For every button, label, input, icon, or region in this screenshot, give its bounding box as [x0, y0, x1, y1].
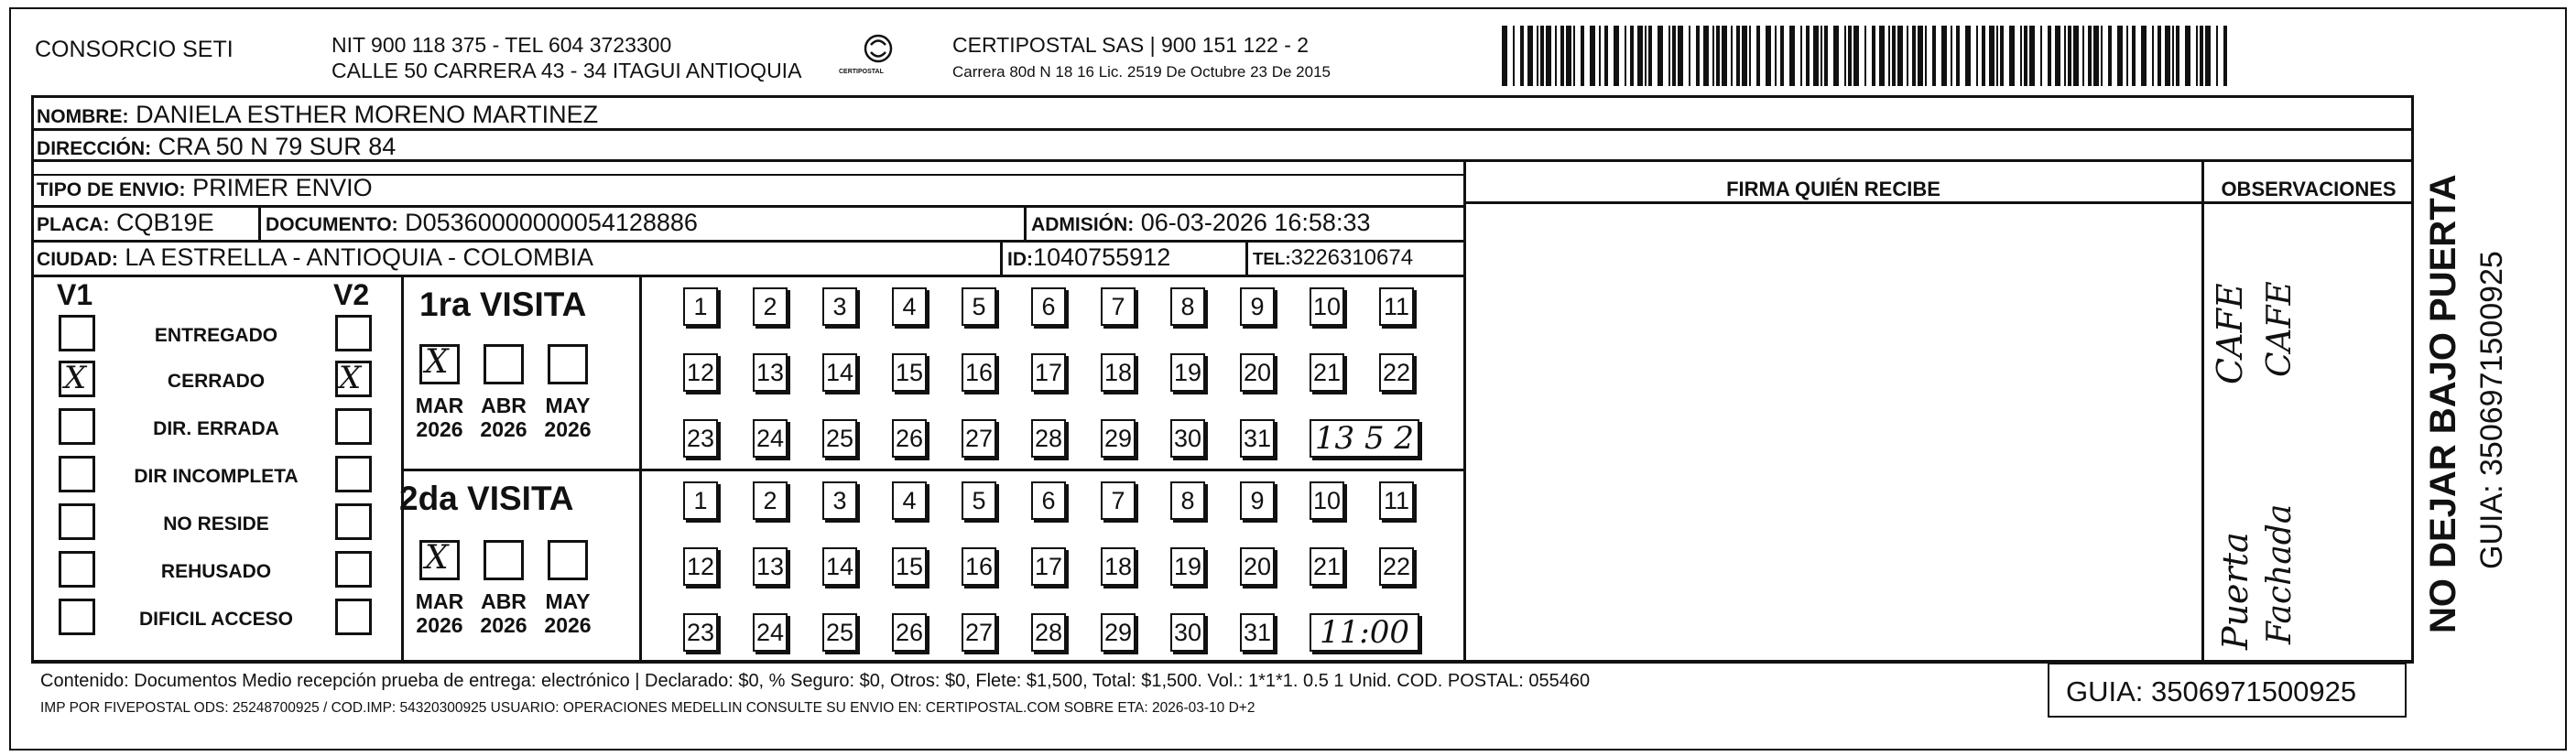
barcode-bar — [1956, 26, 1960, 86]
day-box[interactable]: 13 — [753, 547, 788, 586]
barcode-bar — [2223, 26, 2227, 86]
barcode-bar — [1581, 26, 1584, 86]
barcode-bar — [1813, 26, 1819, 86]
status-label: REHUSADO — [160, 561, 272, 582]
barcode-bar — [1648, 26, 1652, 86]
row-line — [31, 240, 1464, 243]
day-box[interactable]: 3 — [822, 481, 857, 520]
barcode-bar — [2172, 26, 2174, 86]
barcode-bar — [2108, 26, 2112, 86]
day-box[interactable]: 12 — [683, 547, 718, 586]
day-box[interactable]: 8 — [1170, 481, 1205, 520]
shipment-type: PRIMER ENVIO — [192, 174, 373, 201]
day-box[interactable]: 9 — [1240, 287, 1275, 326]
barcode-bar — [2117, 26, 2123, 86]
barcode-bar — [1821, 26, 1822, 86]
signature-header: FIRMA QUIÉN RECIBE — [1726, 178, 1940, 200]
barcode-bar — [1907, 26, 1908, 86]
barcode-bar — [1864, 26, 1866, 86]
day-box[interactable]: 14 — [822, 547, 857, 586]
obs-handwriting-4: Fachada — [2261, 503, 2299, 644]
barcode-bar — [1951, 26, 1952, 86]
no-dejar-bajo-puerta: NO DEJAR BAJO PUERTA — [2423, 174, 2463, 633]
barcode-bar — [1800, 26, 1802, 86]
barcode-bar — [1824, 26, 1828, 86]
recipient-address: CRA 50 N 79 SUR 84 — [158, 133, 397, 160]
row-line — [1465, 201, 2414, 204]
status-label: DIFICIL ACCESO — [138, 609, 293, 630]
status-label: DIR. ERRADA — [153, 418, 279, 439]
v2-check-mark: X — [339, 360, 362, 396]
barcode-bar — [1637, 26, 1643, 86]
type-row: TIPO DE ENVIO: PRIMER ENVIO — [37, 174, 373, 201]
barcode-bar — [1668, 26, 1670, 86]
barcode-bar — [2082, 26, 2084, 86]
day-box[interactable]: 28 — [1031, 419, 1066, 458]
obs-handwriting-1: CAFE — [2210, 283, 2250, 384]
day-box[interactable]: 31 — [1240, 419, 1275, 458]
company-name: CONSORCIO SETI — [35, 37, 234, 62]
barcode-bar — [1888, 26, 1890, 86]
day-box[interactable]: 30 — [1170, 419, 1205, 458]
first-visit-title: 1ra VISITA — [419, 286, 587, 323]
day-box[interactable]: 17 — [1031, 353, 1066, 392]
barcode-bar — [2064, 26, 2066, 86]
v1-checkbox[interactable] — [59, 456, 95, 492]
barcode-bar — [1775, 26, 1777, 86]
day-box[interactable]: 4 — [892, 287, 927, 326]
day-box[interactable]: 16 — [962, 547, 996, 586]
month-year: 2026 — [480, 613, 527, 637]
month-check-mark: X — [425, 343, 449, 381]
v2-checkbox[interactable] — [335, 551, 372, 588]
certipostal-info: CERTIPOSTAL SAS | 900 151 122 - 2 — [952, 33, 1310, 57]
v1-checkbox[interactable] — [59, 551, 95, 588]
barcode-bar — [1965, 26, 1971, 86]
v2-checkbox[interactable] — [335, 315, 372, 351]
barcode-bar — [1625, 26, 1626, 86]
obs-handwriting-2: CAFE — [2261, 281, 2299, 377]
footer-print-line: IMP POR FIVEPOSTAL ODS: 25248700925 / COD.IMP: 54320300925 USUARIO: OPERACIONES MEDELLIN CONSULTE SU ENVIO EN: CERTIPOSTAL.COM SOBRE ETA: 2026-03-10 D+2 — [40, 700, 1255, 716]
barcode-bar — [1749, 26, 1751, 86]
v1-checkbox[interactable] — [59, 315, 95, 351]
barcode-bar — [1989, 26, 1994, 86]
signature-divider — [1463, 159, 1466, 663]
day-box[interactable]: 31 — [1240, 613, 1275, 652]
barcode-bar — [1689, 26, 1690, 86]
barcode-bar — [2029, 26, 2035, 86]
day-box[interactable]: 18 — [1101, 353, 1136, 392]
barcode-bar — [1599, 26, 1601, 86]
barcode-bar — [2020, 26, 2022, 86]
day-box[interactable]: 26 — [892, 613, 927, 652]
document-row: DOCUMENTO: D05360000000054128886 — [266, 209, 698, 236]
recipient-name: DANIELA ESTHER MORENO MARTINEZ — [136, 101, 599, 128]
day-box[interactable]: 21 — [1310, 547, 1344, 586]
month-year: 2026 — [416, 417, 463, 441]
barcode-bar — [1756, 26, 1760, 86]
second-visit-title: 2da VISITA — [399, 480, 574, 517]
month-checkbox[interactable] — [548, 344, 588, 384]
barcode-bar — [2009, 26, 2015, 86]
status-label: DIR INCOMPLETA — [134, 466, 299, 487]
row-line — [403, 469, 1465, 471]
day-box[interactable]: 15 — [892, 547, 927, 586]
barcode-bar — [1696, 26, 1700, 86]
day-box[interactable]: 24 — [753, 613, 788, 652]
plate-row: PLACA: CQB19E — [37, 209, 214, 236]
barcode-bar — [2055, 26, 2060, 86]
v1-checkbox[interactable] — [59, 503, 95, 540]
month-checkbox[interactable] — [548, 540, 588, 580]
month-label: MAY — [545, 394, 591, 417]
barcode-bar — [2132, 26, 2136, 86]
v2-label: V2 — [333, 278, 370, 311]
day-box[interactable]: 13 — [753, 353, 788, 392]
second-visit-time[interactable]: 11:00 — [1310, 613, 1419, 652]
day-box[interactable]: 27 — [962, 613, 996, 652]
v2-checkbox[interactable] — [335, 503, 372, 540]
admission-row: ADMISIÓN: 06-03-2026 16:58:33 — [1031, 209, 1371, 236]
side-guia: GUIA: 3506971500925 — [2474, 251, 2509, 569]
admission-value: 06-03-2026 16:58:33 — [1140, 209, 1371, 236]
barcode-bar — [1678, 26, 1683, 86]
row-line — [31, 275, 1464, 277]
status-label: ENTREGADO — [154, 325, 278, 346]
barcode-bar — [1853, 26, 1859, 86]
barcode-bar — [2101, 26, 2103, 86]
barcode-bar — [1502, 26, 1507, 86]
barcode-bar — [1520, 26, 1524, 86]
barcode-bar — [1976, 26, 1978, 86]
id-row: ID:1040755912 — [1007, 243, 1171, 271]
barcode-bar — [1892, 26, 1896, 86]
barcode-bar — [2141, 26, 2147, 86]
day-box[interactable]: 9 — [1240, 481, 1275, 520]
barcode-bar — [1630, 26, 1634, 86]
barcode-bar — [1918, 26, 1923, 86]
barcode-bar — [2185, 26, 2190, 86]
col-line — [258, 205, 261, 240]
barcode-bar — [1912, 26, 1916, 86]
day-box[interactable]: 23 — [683, 419, 718, 458]
day-box[interactable]: 30 — [1170, 613, 1205, 652]
barcode-bar — [1736, 26, 1740, 86]
month-year: 2026 — [416, 613, 463, 637]
day-box[interactable]: 27 — [962, 419, 996, 458]
day-box[interactable]: 29 — [1101, 419, 1136, 458]
day-box[interactable]: 19 — [1170, 547, 1205, 586]
month-check-mark: X — [425, 539, 449, 577]
row-line — [31, 205, 1464, 208]
month-label: ABR — [481, 589, 527, 613]
row-line — [31, 128, 2414, 131]
city-value: LA ESTRELLA - ANTIOQUIA - COLOMBIA — [125, 243, 594, 271]
barcode-bar — [1731, 26, 1733, 86]
day-box[interactable]: 18 — [1101, 547, 1136, 586]
day-box[interactable]: 8 — [1170, 287, 1205, 326]
day-box[interactable]: 19 — [1170, 353, 1205, 392]
barcode-bar — [2000, 26, 2004, 86]
day-box[interactable]: 11 — [1379, 481, 1414, 520]
barcode-bar — [2088, 26, 2092, 86]
day-box[interactable]: 4 — [892, 481, 927, 520]
barcode-bar — [2126, 26, 2128, 86]
barcode-bar — [1897, 26, 1903, 86]
day-box[interactable]: 11 — [1379, 287, 1414, 326]
barcode-bar — [2158, 26, 2161, 86]
v1-checkbox[interactable] — [59, 408, 95, 445]
day-box[interactable]: 15 — [892, 353, 927, 392]
barcode-bar — [1527, 26, 1533, 86]
col-line — [401, 275, 404, 661]
barcode-bar — [1546, 26, 1551, 86]
v1-checkbox[interactable] — [59, 599, 95, 635]
day-box[interactable]: 25 — [822, 613, 857, 652]
barcode-bar — [2200, 26, 2203, 86]
barcode-bar — [1879, 26, 1885, 86]
barcode-bar — [1658, 26, 1663, 86]
day-box[interactable]: 6 — [1031, 287, 1066, 326]
barcode-bar — [1712, 26, 1714, 86]
day-box[interactable]: 25 — [822, 419, 857, 458]
day-box[interactable]: 5 — [962, 287, 996, 326]
barcode-bar — [1844, 26, 1846, 86]
barcode-bar — [1645, 26, 1647, 86]
footer-guia: GUIA: 3506971500925 — [2066, 675, 2357, 707]
day-box[interactable]: 20 — [1240, 353, 1275, 392]
day-box[interactable]: 23 — [683, 613, 718, 652]
barcode-bar — [1573, 26, 1575, 86]
barcode-bar — [1703, 26, 1709, 86]
barcode — [1502, 26, 2234, 90]
barcode-bar — [1555, 26, 1557, 86]
obs-handwriting-3: Puerta — [2215, 532, 2255, 650]
day-box[interactable]: 1 — [683, 481, 718, 520]
barcode-bar — [2048, 26, 2051, 86]
barcode-bar — [1513, 26, 1515, 86]
day-box[interactable]: 21 — [1310, 353, 1344, 392]
day-box[interactable]: 16 — [962, 353, 996, 392]
barcode-bar — [1604, 26, 1608, 86]
barcode-bar — [1848, 26, 1852, 86]
day-box[interactable]: 17 — [1031, 547, 1066, 586]
day-box[interactable]: 24 — [753, 419, 788, 458]
day-box[interactable]: 1 — [683, 287, 718, 326]
day-box[interactable]: 10 — [1310, 287, 1344, 326]
col-line — [1024, 205, 1027, 240]
day-box[interactable]: 28 — [1031, 613, 1066, 652]
status-label: NO RESIDE — [163, 513, 269, 535]
day-box[interactable]: 26 — [892, 419, 927, 458]
day-box[interactable]: 7 — [1101, 481, 1136, 520]
barcode-bar — [2068, 26, 2071, 86]
day-box[interactable]: 22 — [1379, 353, 1414, 392]
day-box[interactable]: 5 — [962, 481, 996, 520]
barcode-bar — [1672, 26, 1676, 86]
id-value: 1040755912 — [1033, 243, 1171, 271]
observations-header: OBSERVACIONES — [2221, 178, 2397, 200]
month-label: MAR — [415, 394, 464, 417]
barcode-bar — [2216, 26, 2218, 86]
tel-value: 3226310674 — [1290, 245, 1414, 270]
status-label: CERRADO — [167, 371, 266, 392]
col-line — [1245, 240, 1248, 275]
month-checkbox[interactable] — [484, 540, 524, 580]
day-box[interactable]: 2 — [753, 287, 788, 326]
v1-check-mark: X — [64, 360, 87, 396]
company-nit: NIT 900 118 375 - TEL 604 3723300 — [332, 33, 672, 57]
barcode-bar — [1722, 26, 1727, 86]
barcode-bar — [1742, 26, 1747, 86]
first-visit-time[interactable]: 13 5 2 — [1310, 419, 1419, 458]
city-row: CIUDAD: LA ESTRELLA - ANTIOQUIA - COLOMBIA — [37, 243, 594, 271]
address-row: DIRECCIÓN: CRA 50 N 79 SUR 84 — [37, 133, 397, 160]
logo-text: CERTIPOSTAL — [839, 69, 884, 75]
day-box[interactable]: 6 — [1031, 481, 1066, 520]
barcode-bar — [1925, 26, 1927, 86]
barcode-bar — [1780, 26, 1784, 86]
barcode-bar — [2040, 26, 2042, 86]
barcode-bar — [1996, 26, 1998, 86]
barcode-bar — [2093, 26, 2099, 86]
barcode-bar — [1566, 26, 1571, 86]
v2-checkbox[interactable] — [335, 456, 372, 492]
barcode-bar — [1716, 26, 1720, 86]
barcode-bar — [1941, 26, 1947, 86]
col-line — [1000, 240, 1003, 275]
month-year: 2026 — [544, 417, 592, 441]
day-box[interactable]: 20 — [1240, 547, 1275, 586]
barcode-bar — [2152, 26, 2154, 86]
barcode-bar — [1560, 26, 1564, 86]
barcode-bar — [1766, 26, 1771, 86]
month-year: 2026 — [544, 613, 592, 637]
day-box[interactable]: 7 — [1101, 287, 1136, 326]
day-box[interactable]: 29 — [1101, 613, 1136, 652]
plate-value: CQB19E — [116, 209, 214, 236]
v2-checkbox[interactable] — [335, 599, 372, 635]
month-label: MAR — [415, 589, 464, 613]
col-line — [639, 275, 642, 661]
observations-divider — [2201, 159, 2204, 663]
barcode-bar — [2024, 26, 2027, 86]
barcode-bar — [1833, 26, 1839, 86]
barcode-bar — [1590, 26, 1595, 86]
barcode-bar — [2165, 26, 2170, 86]
tel-row: TEL:3226310674 — [1253, 245, 1414, 270]
footer-content-line: Contenido: Documentos Medio recepción prueba de entrega: electrónico | Declarado: $0, % Seguro: $0, Otros: $0, Flete: $1,500, Total: $1,500. Vol.: 1*1*1. 0.5 1 Unid. COD. POSTAL: 055460 — [40, 671, 1591, 691]
certipostal-address: Carrera 80d N 18 16 Lic. 2519 De Octubre 23 De 2015 — [952, 63, 1331, 81]
day-box[interactable]: 12 — [683, 353, 718, 392]
name-row: NOMBRE: DANIELA ESTHER MORENO MARTINEZ — [37, 101, 599, 128]
barcode-bar — [1932, 26, 1936, 86]
day-box[interactable]: 2 — [753, 481, 788, 520]
barcode-bar — [2196, 26, 2198, 86]
day-box[interactable]: 22 — [1379, 547, 1414, 586]
barcode-bar — [1806, 26, 1810, 86]
day-box[interactable]: 3 — [822, 287, 857, 326]
barcode-bar — [1982, 26, 1985, 86]
barcode-bar — [1540, 26, 1544, 86]
month-label: ABR — [481, 394, 527, 417]
document-value: D05360000000054128886 — [405, 209, 698, 236]
v1-label: V1 — [57, 278, 93, 311]
day-box[interactable]: 14 — [822, 353, 857, 392]
company-address: CALLE 50 CARRERA 43 - 34 ITAGUI ANTIOQUIA — [332, 59, 802, 82]
barcode-bar — [1614, 26, 1619, 86]
barcode-bar — [1537, 26, 1538, 86]
barcode-bar — [2176, 26, 2179, 86]
month-label: MAY — [545, 589, 591, 613]
certipostal-logo-icon — [855, 33, 901, 66]
barcode-bar — [1789, 26, 1795, 86]
barcode-bar — [1872, 26, 1875, 86]
barcode-bar — [2073, 26, 2079, 86]
month-year: 2026 — [480, 417, 527, 441]
barcode-bar — [2205, 26, 2211, 86]
month-checkbox[interactable] — [484, 344, 524, 384]
v2-checkbox[interactable] — [335, 408, 372, 445]
day-box[interactable]: 10 — [1310, 481, 1344, 520]
